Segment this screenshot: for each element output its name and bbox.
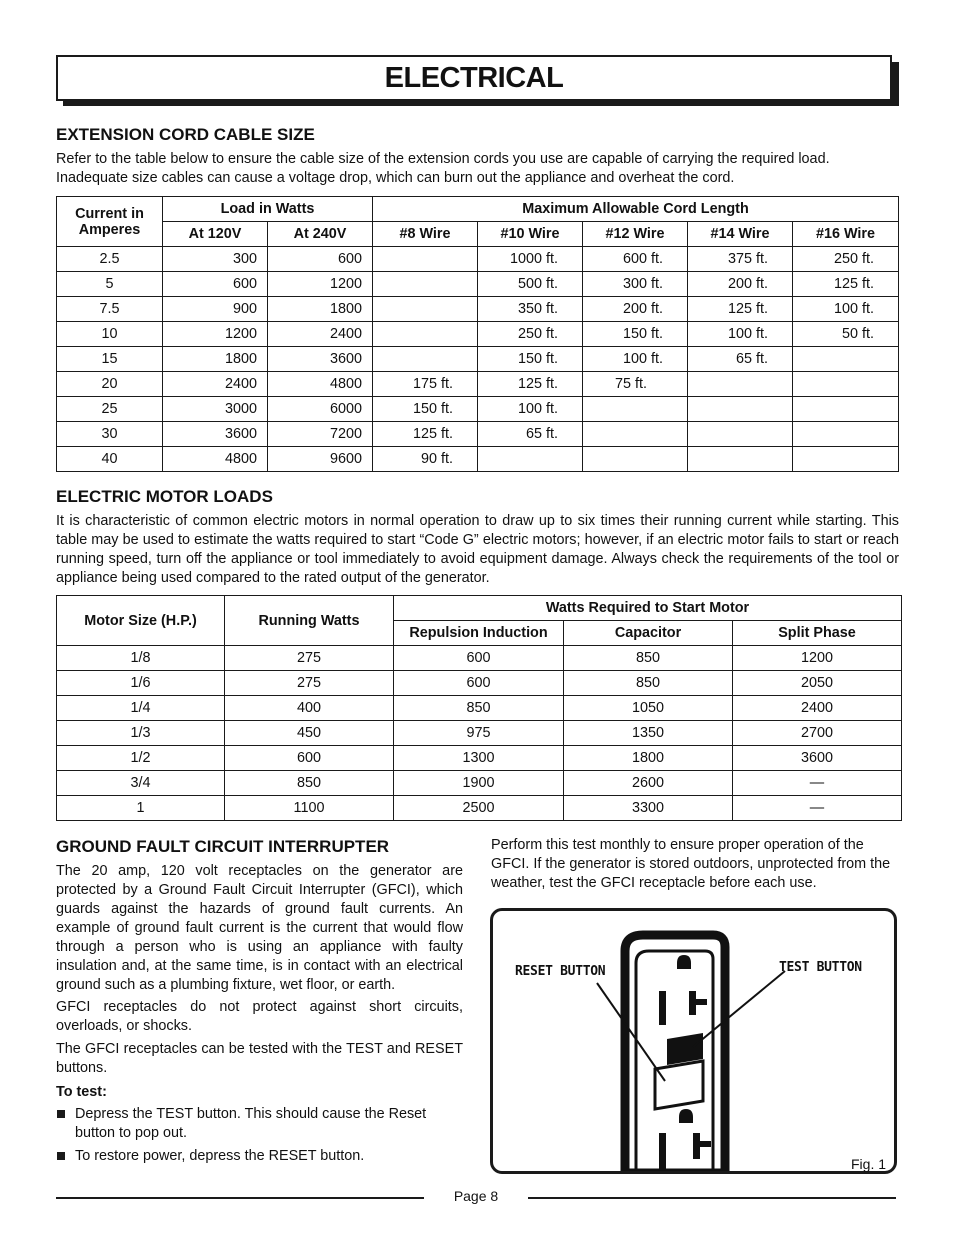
cell-wire-14: 100 ft. <box>688 322 793 347</box>
cell-wire-10: 1000 ft. <box>478 247 583 272</box>
cell-wire-14: 125 ft. <box>688 297 793 322</box>
cell-wire-16 <box>793 397 899 422</box>
cell-wire-14 <box>688 422 793 447</box>
cell-wire-14 <box>688 447 793 472</box>
motor-load-table <box>56 595 902 821</box>
col-header-capacitor: Capacitor <box>564 621 733 646</box>
cell-split-phase: 2400 <box>733 696 902 721</box>
cell-motor-size: 3/4 <box>57 771 225 796</box>
cell-wire-12 <box>583 397 688 422</box>
outlet-slot-bottom-left <box>659 1133 666 1169</box>
cell-wire-10: 250 ft. <box>478 322 583 347</box>
table-row <box>57 671 902 696</box>
cell-240v: 4800 <box>268 372 373 397</box>
cell-wire-16 <box>793 372 899 397</box>
cell-120v: 900 <box>163 297 268 322</box>
gfci-paragraph-3: The GFCI receptacles can be tested with the TEST and RESET buttons. <box>56 1041 463 1076</box>
gfci-heading: GROUND FAULT CIRCUIT INTERRUPTER <box>56 837 390 856</box>
test-leader-line <box>693 971 785 1047</box>
cell-wire-10: 65 ft. <box>478 422 583 447</box>
cell-wire-12 <box>583 447 688 472</box>
cell-120v: 3000 <box>163 397 268 422</box>
cell-wire-10: 500 ft. <box>478 272 583 297</box>
cell-wire-14 <box>688 372 793 397</box>
table-row <box>57 372 899 397</box>
cell-wire-14: 375 ft. <box>688 247 793 272</box>
table-row <box>57 447 899 472</box>
col-header-wire-16: #16 Wire <box>793 222 899 247</box>
reset-button-label: RESET BUTTON <box>515 964 606 979</box>
cell-wire-16 <box>793 347 899 372</box>
gfci-paragraph-2: GFCI receptacles do not protect against short circuits, overloads, or shocks. <box>56 999 463 1034</box>
cell-capacitor: 3300 <box>564 796 733 821</box>
bullet-text: Depress the TEST button. This should cause the Reset button to pop out. <box>75 1106 427 1141</box>
cell-running-watts: 850 <box>225 771 394 796</box>
cell-wire-10: 100 ft. <box>478 397 583 422</box>
table-row <box>57 297 899 322</box>
table-row <box>57 696 902 721</box>
table-row <box>57 272 899 297</box>
cell-split-phase: 2050 <box>733 671 902 696</box>
table-row <box>57 646 902 671</box>
cell-running-watts: 450 <box>225 721 394 746</box>
cell-wire-10: 125 ft. <box>478 372 583 397</box>
table-row <box>57 721 902 746</box>
footer-rule-left <box>56 1197 424 1199</box>
cell-wire-14 <box>688 397 793 422</box>
cell-motor-size: 1/4 <box>57 696 225 721</box>
cell-wire-14: 65 ft. <box>688 347 793 372</box>
cell-motor-size: 1/3 <box>57 721 225 746</box>
col-header-start-watts: Watts Required to Start Motor <box>394 596 902 621</box>
motor-heading: ELECTRIC MOTOR LOADS <box>56 487 273 506</box>
to-test-label: To test: <box>56 1084 107 1100</box>
cell-wire-16: 125 ft. <box>793 272 899 297</box>
cell-wire-12: 150 ft. <box>583 322 688 347</box>
cell-current: 30 <box>57 422 163 447</box>
motor-intro: It is characteristic of common electric motors in normal operation to draw up to six times their running current while starting. This table may be used to estimate the watts required to start “Code G” electric motors; however, if an electric motor fails to start or reach running speed, turn off the appliance or tool immediately to avoid equipment damage. Always check the requirements of the tool or appliance being used compared to the rated output of the generator. <box>56 513 899 586</box>
cell-wire-8: 150 ft. <box>373 397 478 422</box>
cell-repulsion: 975 <box>394 721 564 746</box>
cell-wire-16: 250 ft. <box>793 247 899 272</box>
test-button <box>667 1033 703 1065</box>
cell-current: 15 <box>57 347 163 372</box>
cell-motor-size: 1/2 <box>57 746 225 771</box>
cell-motor-size: 1 <box>57 796 225 821</box>
cell-current: 5 <box>57 272 163 297</box>
cell-wire-8 <box>373 297 478 322</box>
col-header-motor-size: Motor Size (H.P.) <box>57 596 225 646</box>
ground-hole-bottom <box>679 1109 693 1123</box>
list-item <box>56 1105 463 1143</box>
cell-repulsion: 2500 <box>394 796 564 821</box>
cell-120v: 4800 <box>163 447 268 472</box>
cell-capacitor: 1050 <box>564 696 733 721</box>
col-header-max-length: Maximum Allowable Cord Length <box>373 197 899 222</box>
cell-running-watts: 275 <box>225 671 394 696</box>
page-number: Page 8 <box>453 1188 499 1204</box>
gfci-test-schedule: Perform this test monthly to ensure proper operation of the GFCI. If the generator is stored outdoors, unprotected from the weather, test the GFCI receptacle before each use. <box>491 837 891 891</box>
table-row <box>57 796 902 821</box>
extension-intro: Refer to the table below to ensure the cable size of the extension cords you use are capable of carrying the required load. Inadequate size cables can cause a voltage drop, which can burn out the appliance and overheat the cord. <box>56 151 830 186</box>
cell-240v: 3600 <box>268 347 373 372</box>
cell-120v: 600 <box>163 272 268 297</box>
cell-wire-8: 175 ft. <box>373 372 478 397</box>
reset-button <box>655 1061 703 1109</box>
ground-hole-top <box>677 955 691 969</box>
bullet-icon <box>57 1152 65 1160</box>
cell-240v: 6000 <box>268 397 373 422</box>
cell-240v: 1800 <box>268 297 373 322</box>
cell-240v: 9600 <box>268 447 373 472</box>
table-row <box>57 397 899 422</box>
cell-wire-16: 50 ft. <box>793 322 899 347</box>
cell-running-watts: 600 <box>225 746 394 771</box>
cell-motor-size: 1/6 <box>57 671 225 696</box>
cell-split-phase: 1200 <box>733 646 902 671</box>
cell-wire-8 <box>373 347 478 372</box>
cell-capacitor: 850 <box>564 671 733 696</box>
cell-240v: 600 <box>268 247 373 272</box>
cell-wire-12: 75 ft. <box>583 372 688 397</box>
gfci-figure <box>490 908 897 1174</box>
cell-120v: 2400 <box>163 372 268 397</box>
cell-repulsion: 850 <box>394 696 564 721</box>
cell-current: 7.5 <box>57 297 163 322</box>
cell-wire-14: 200 ft. <box>688 272 793 297</box>
reset-leader-line <box>597 983 665 1081</box>
col-header-current: Current in Amperes <box>57 197 163 247</box>
col-header-running-watts: Running Watts <box>225 596 394 646</box>
cell-wire-16: 100 ft. <box>793 297 899 322</box>
bullet-text: To restore power, depress the RESET button. <box>75 1148 365 1164</box>
outlet-slot-top-t <box>689 999 707 1005</box>
cell-current: 20 <box>57 372 163 397</box>
table-row <box>57 247 899 272</box>
col-header-wire-10: #10 Wire <box>478 222 583 247</box>
col-header-wire-12: #12 Wire <box>583 222 688 247</box>
footer-rule-right <box>528 1197 896 1199</box>
cell-repulsion: 600 <box>394 671 564 696</box>
cell-capacitor: 850 <box>564 646 733 671</box>
cell-current: 40 <box>57 447 163 472</box>
cell-current: 10 <box>57 322 163 347</box>
cell-240v: 7200 <box>268 422 373 447</box>
col-header-repulsion: Repulsion Induction <box>394 621 564 646</box>
cell-wire-8 <box>373 272 478 297</box>
table-row <box>57 746 902 771</box>
gfci-receptacle-illustration <box>493 911 894 1171</box>
cell-wire-12: 600 ft. <box>583 247 688 272</box>
outlet-slot-bottom-t <box>693 1141 711 1147</box>
cell-wire-10: 150 ft. <box>478 347 583 372</box>
cell-120v: 1200 <box>163 322 268 347</box>
cell-wire-8: 90 ft. <box>373 447 478 472</box>
cell-motor-size: 1/8 <box>57 646 225 671</box>
list-item <box>56 1147 463 1166</box>
col-header-240v: At 240V <box>268 222 373 247</box>
cell-running-watts: 400 <box>225 696 394 721</box>
page-title-text: ELECTRICAL <box>384 61 564 94</box>
cell-running-watts: 275 <box>225 646 394 671</box>
table-row <box>57 322 899 347</box>
cell-240v: 1200 <box>268 272 373 297</box>
col-header-wire-8: #8 Wire <box>373 222 478 247</box>
extension-cord-table <box>56 196 899 472</box>
cell-wire-16 <box>793 447 899 472</box>
cell-capacitor: 1800 <box>564 746 733 771</box>
extension-heading: EXTENSION CORD CABLE SIZE <box>56 125 315 144</box>
cell-capacitor: 1350 <box>564 721 733 746</box>
cell-wire-8 <box>373 322 478 347</box>
cell-wire-12: 100 ft. <box>583 347 688 372</box>
cell-wire-12 <box>583 422 688 447</box>
col-header-120v: At 120V <box>163 222 268 247</box>
cell-current: 25 <box>57 397 163 422</box>
figure-caption: Fig. 1 <box>851 1156 887 1172</box>
cell-wire-12: 200 ft. <box>583 297 688 322</box>
cell-wire-8 <box>373 247 478 272</box>
cell-current: 2.5 <box>57 247 163 272</box>
cell-120v: 1800 <box>163 347 268 372</box>
cell-repulsion: 600 <box>394 646 564 671</box>
cell-wire-10: 350 ft. <box>478 297 583 322</box>
cell-repulsion: 1900 <box>394 771 564 796</box>
cell-wire-8: 125 ft. <box>373 422 478 447</box>
cell-capacitor: 2600 <box>564 771 733 796</box>
outlet-slot-top-left <box>659 991 666 1025</box>
cell-split-phase: 3600 <box>733 746 902 771</box>
col-header-load: Load in Watts <box>163 197 373 222</box>
cell-120v: 300 <box>163 247 268 272</box>
cell-wire-12: 300 ft. <box>583 272 688 297</box>
cell-wire-10 <box>478 447 583 472</box>
col-header-wire-14: #14 Wire <box>688 222 793 247</box>
test-button-label: TEST BUTTON <box>779 960 862 975</box>
bullet-icon <box>57 1110 65 1118</box>
gfci-paragraph-1: The 20 amp, 120 volt receptacles on the generator are protected by a Ground Fault Circuit Interrupter (GFCI), which guards against the hazards of ground fault currents. An example of ground fault current is the current that would flow through a person who is using an appliance with faulty insulation and, at the same time, is in contact with an electrical ground such as a plumbing fixture, wet floor, or earth. <box>56 863 463 993</box>
table-row <box>57 422 899 447</box>
cell-running-watts: 1100 <box>225 796 394 821</box>
table-row <box>57 347 899 372</box>
cell-split-phase: 2700 <box>733 721 902 746</box>
cell-240v: 2400 <box>268 322 373 347</box>
cell-repulsion: 1300 <box>394 746 564 771</box>
col-header-split-phase: Split Phase <box>733 621 902 646</box>
page-title <box>56 55 892 101</box>
cell-wire-16 <box>793 422 899 447</box>
table-row <box>57 771 902 796</box>
cell-120v: 3600 <box>163 422 268 447</box>
cell-split-phase: — <box>733 771 902 796</box>
cell-split-phase: — <box>733 796 902 821</box>
